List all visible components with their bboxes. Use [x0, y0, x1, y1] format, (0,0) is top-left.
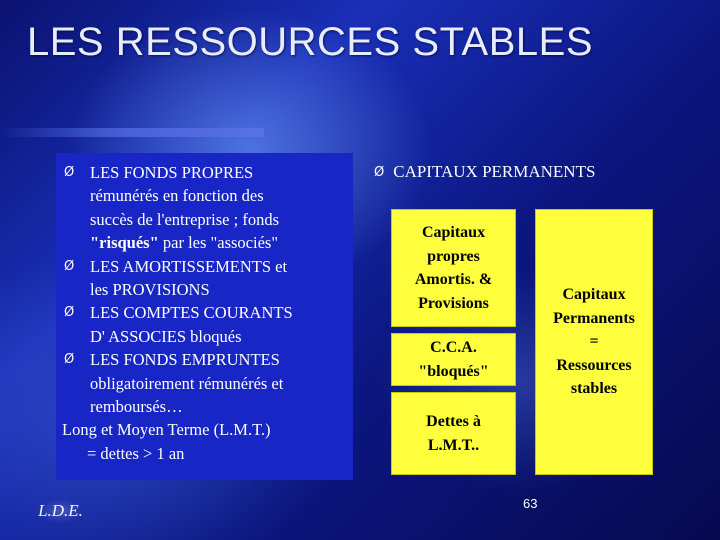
bullet-text-fragment: par les "associés" — [158, 233, 279, 253]
arrow-bullet-icon: Ø — [374, 164, 385, 180]
cca-bloques-box — [391, 333, 516, 386]
bullet-text-line: LES AMORTISSEMENTS et — [90, 256, 288, 276]
list-item-fonds-propres — [62, 161, 347, 255]
bullet-text-line: remboursés… — [90, 397, 183, 417]
bullet-text-line: les PROVISIONS — [90, 280, 210, 300]
box-text-line: = — [589, 333, 599, 351]
box-text-line: Dettes à — [426, 413, 481, 430]
list-item-comptes-courants — [62, 301, 347, 348]
title-underline-bar — [0, 128, 264, 137]
slide-title: LES RESSOURCES STABLES — [27, 20, 593, 64]
box-text-line: Permanents — [553, 309, 635, 327]
box-text-line: Capitaux — [421, 224, 486, 241]
heading-label: CAPITAUX PERMANENTS — [393, 162, 596, 181]
box-text-line: Amortis. & — [414, 271, 493, 288]
box-text-line: stables — [570, 380, 618, 398]
box-text-line: "bloqués" — [418, 362, 489, 380]
page-number: 63 — [523, 496, 538, 511]
list-item-amortissements — [62, 255, 347, 302]
bold-term: "risqués" — [90, 233, 159, 253]
capitaux-propres-box — [391, 209, 516, 327]
list-item-fonds-empruntes — [62, 348, 347, 418]
lde-logo: L.D.E. — [38, 499, 83, 523]
bullet-text-line: rémunérés en fonction des — [90, 186, 264, 206]
lmt-definition-subline: = dettes > 1 an — [87, 443, 185, 463]
capitaux-permanents-total-box — [535, 209, 653, 475]
bullet-text-line: obligatoirement rémunérés et — [90, 373, 284, 393]
box-text-line: propres — [427, 247, 480, 265]
bullet-text-line: LES FONDS EMPRUNTES — [90, 350, 280, 370]
arrow-bullet-icon: Ø — [64, 352, 75, 368]
bullet-text-line: succès de l'entreprise ; fonds — [90, 209, 279, 229]
box-text-line: L.M.T.. — [427, 436, 480, 454]
box-text-line: Ressources — [556, 356, 632, 374]
dettes-lmt-box — [391, 392, 516, 475]
arrow-bullet-icon: Ø — [64, 305, 75, 321]
arrow-bullet-icon: Ø — [64, 165, 75, 180]
bullet-text-line — [90, 231, 347, 254]
capitaux-permanents-heading — [374, 162, 595, 182]
box-text-line: C.C.A. — [430, 339, 477, 356]
lmt-definition-line: Long et Moyen Terme (L.M.T.) — [62, 420, 271, 440]
bullet-text-line: LES COMPTES COURANTS — [90, 303, 293, 323]
arrow-bullet-icon: Ø — [64, 258, 75, 274]
box-text-line: Capitaux — [562, 286, 626, 304]
left-content-panel — [56, 153, 353, 480]
bullet-text-line: D' ASSOCIES bloqués — [90, 326, 242, 346]
box-text-line: Provisions — [418, 294, 489, 312]
bullet-text-line: LES FONDS PROPRES — [90, 163, 254, 182]
